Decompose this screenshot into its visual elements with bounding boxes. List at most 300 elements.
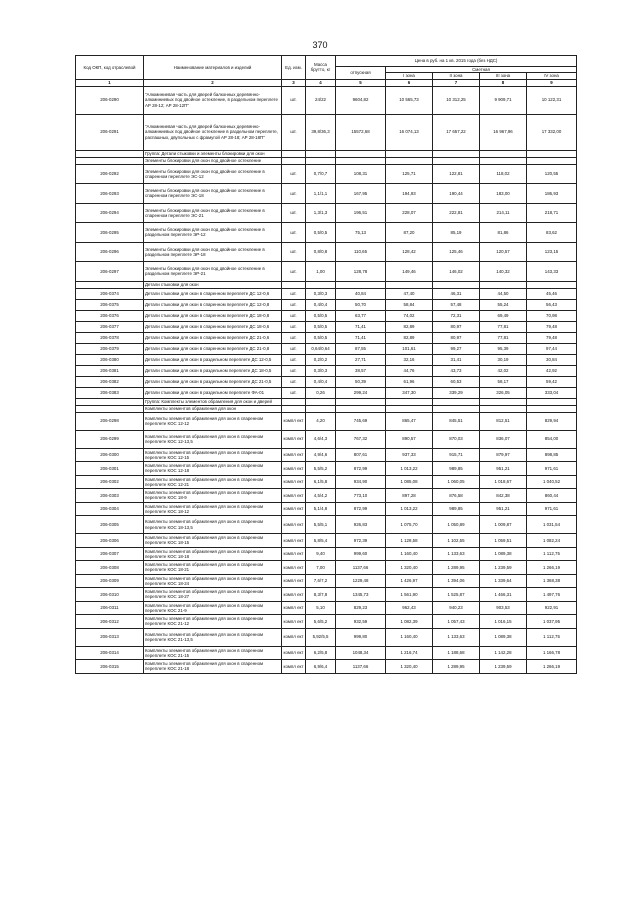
zone4-price: 1 497,76: [527, 588, 577, 602]
item-name: Элементы блокировки для окон под двойное остекление в спаренном переплете ЭС-12: [144, 164, 282, 184]
header-estimate-price: Сметная: [386, 67, 577, 73]
table-row: [76, 387, 577, 398]
zone4-price: 1 037,95: [527, 615, 577, 629]
item-name: Детали стыковки для окон в спаренном переплете ДС 21-0,8: [144, 343, 282, 354]
unit-cell: шт.: [282, 86, 306, 114]
zone2-price: 940,23: [433, 601, 480, 615]
mass-cell: 0,5/0,5: [306, 310, 336, 321]
code-cell: 206-0375: [76, 299, 144, 310]
unit-cell: компл ект: [282, 448, 306, 462]
table-row: [76, 164, 577, 184]
item-name: Элементы блокировки для окон под двойное остекление в раздельном переплете ЭР-12: [144, 223, 282, 243]
mass-cell: 5,8/5,4: [306, 534, 336, 548]
zone2-price: 72,31: [433, 310, 480, 321]
zone3-price: 812,51: [480, 412, 527, 430]
zone2-price: 915,71: [433, 448, 480, 462]
header-unit: Ед. изм.: [282, 56, 306, 80]
item-name: Детали стыковки для окон в спаренном переплете ДС 21-0,6: [144, 332, 282, 343]
column-number: 2: [144, 79, 282, 86]
zone2-price: 99,27: [433, 343, 480, 354]
table-row: [76, 430, 577, 448]
code-cell: 206-0378: [76, 332, 144, 343]
item-name: Комплекты элементов обрамления для окон в спаренном переплете КОС 12-18: [144, 462, 282, 476]
table-row: [76, 310, 577, 321]
zone4-price: 854,00: [527, 430, 577, 448]
group-title: Элементы блокировки для окон под двойное остекление: [144, 157, 282, 164]
zone3-price: 183,00: [480, 184, 527, 204]
zone3-price: 9 909,71: [480, 86, 527, 114]
code-cell: 206-0297: [76, 262, 144, 282]
item-name: Детали стыковки для окон в спаренном переплете ДС 12-0,6: [144, 288, 282, 299]
group-empty-cell: [386, 405, 433, 412]
zone4-price: 1 031,54: [527, 516, 577, 534]
table-row: [76, 86, 577, 114]
zone2-price: 1 060,05: [433, 475, 480, 489]
table-row: [76, 502, 577, 516]
group-empty-cell: [480, 398, 527, 405]
code-cell: 206-0381: [76, 365, 144, 376]
mass-cell: 4,9/4,6: [306, 448, 336, 462]
zone4-price: 922,91: [527, 601, 577, 615]
mass-cell: 4,6/4,3: [306, 430, 336, 448]
price-table: [75, 55, 577, 674]
column-number: 3: [282, 79, 306, 86]
zone3-price: 77,81: [480, 321, 527, 332]
code-cell: 206-0306: [76, 534, 144, 548]
item-name: Комплекты элементов обрамления для окон в спаренном переплете КОС 18-15: [144, 534, 282, 548]
mass-cell: 5,5/5,2: [306, 462, 336, 476]
item-name: Комплекты элементов обрамления для окон в спаренном переплете КОС 21-18: [144, 660, 282, 674]
zone3-price: 1 239,59: [480, 561, 527, 575]
table-row: [76, 561, 577, 575]
zone2-price: 122,81: [433, 164, 480, 184]
mass-cell: 6,2/5,8: [306, 646, 336, 660]
mass-cell: 0,3/0,3: [306, 288, 336, 299]
mass-cell: 9,40: [306, 547, 336, 561]
item-name: Комплекты элементов обрамления для окон в спаренном переплете КОС 18-27: [144, 588, 282, 602]
header-name: Наименование материалов и изделий: [144, 56, 282, 80]
release-price: 934,90: [336, 475, 386, 489]
mass-cell: 0,7/0,7: [306, 164, 336, 184]
table-row: [76, 184, 577, 204]
group-empty-cell: [480, 405, 527, 412]
zone3-price: 55,24: [480, 299, 527, 310]
table-row: [76, 547, 577, 561]
unit-cell: шт.: [282, 343, 306, 354]
group-empty-cell: [306, 398, 336, 405]
item-name: Комплекты элементов обрамления для окон в спаренном переплете КОС 18-18: [144, 547, 282, 561]
zone2-price: 10 312,25: [433, 86, 480, 114]
table-row: [76, 660, 577, 674]
release-price: 926,83: [336, 516, 386, 534]
unit-cell: шт.: [282, 321, 306, 332]
mass-cell: 5,92/5,5: [306, 628, 336, 646]
zone4-price: 97,44: [527, 343, 577, 354]
header-code: Код ОКП, код отраслевой: [76, 56, 144, 80]
table-row: [76, 332, 577, 343]
group-row: [76, 281, 577, 288]
group-empty-cell: [282, 405, 306, 412]
item-name: Комплекты элементов обрамления для окон в спаренном переплете КОС 12-13,5: [144, 430, 282, 448]
zone1-price: 149,46: [386, 262, 433, 282]
group-empty-cell: [433, 398, 480, 405]
zone4-price: 829,94: [527, 412, 577, 430]
group-empty-cell: [336, 281, 386, 288]
zone2-price: 1 394,06: [433, 574, 480, 588]
unit-cell: компл ект: [282, 588, 306, 602]
release-price: 745,69: [336, 412, 386, 430]
item-name: Детали стыковки для окон в спаренном переплете ДС 18-0,8: [144, 310, 282, 321]
zone3-price: 1 466,31: [480, 588, 527, 602]
zone1-price: 1 128,58: [386, 534, 433, 548]
zone4-price: 898,85: [527, 448, 577, 462]
zone3-price: 1 142,28: [480, 646, 527, 660]
table-row: [76, 615, 577, 629]
unit-cell: компл ект: [282, 646, 306, 660]
zone2-price: 1 057,43: [433, 615, 480, 629]
unit-cell: шт.: [282, 242, 306, 262]
group-empty-cell: [386, 281, 433, 288]
zone3-price: 1 018,67: [480, 475, 527, 489]
zone1-price: 1 426,97: [386, 574, 433, 588]
table-row: [76, 114, 577, 150]
group-empty-cell: [433, 157, 480, 164]
code-cell: 206-0309: [76, 574, 144, 588]
unit-cell: компл ект: [282, 660, 306, 674]
header-zone-1: I зона: [386, 73, 433, 79]
item-name: Комплекты элементов обрамления для окон в спаренном переплете КОС 12-12: [144, 412, 282, 430]
zone1-price: 1 075,70: [386, 516, 433, 534]
release-price: 773,10: [336, 489, 386, 503]
column-number: 6: [386, 79, 433, 86]
item-name: Комплекты элементов обрамления для окон в спаренном переплете КОС 18-24: [144, 574, 282, 588]
zone4-price: 59,42: [527, 376, 577, 387]
release-price: 932,59: [336, 615, 386, 629]
zone4-price: 42,92: [527, 365, 577, 376]
zone1-price: 1 085,08: [386, 475, 433, 489]
zone1-price: 32,16: [386, 354, 433, 365]
code-cell: 206-0301: [76, 462, 144, 476]
group-empty-cell: [480, 150, 527, 157]
table-row: [76, 365, 577, 376]
unit-cell: шт.: [282, 262, 306, 282]
code-cell: 206-0313: [76, 628, 144, 646]
unit-cell: компл ект: [282, 462, 306, 476]
mass-cell: 6,1/5,8: [306, 475, 336, 489]
code-cell: 206-0298: [76, 412, 144, 430]
zone4-price: 56,43: [527, 299, 577, 310]
code-cell: 206-0292: [76, 164, 144, 184]
zone4-price: 971,61: [527, 462, 577, 476]
item-name: Комплекты элементов обрамления для окон в спаренном переплете КОС 21-15: [144, 646, 282, 660]
zone1-price: 1 013,22: [386, 462, 433, 476]
group-row: [76, 405, 577, 412]
group-empty-cell: [433, 150, 480, 157]
mass-cell: 5,10: [306, 601, 336, 615]
group-empty-cell: [336, 150, 386, 157]
zone2-price: 60,53: [433, 376, 480, 387]
item-name: Комплекты элементов обрамления для окон в спаренном переплете КОС 18-9: [144, 489, 282, 503]
zone4-price: 17 332,00: [527, 114, 577, 150]
zone3-price: 16 967,96: [480, 114, 527, 150]
unit-cell: шт.: [282, 288, 306, 299]
zone1-price: 47,40: [386, 288, 433, 299]
price-table-body: [76, 86, 577, 673]
release-price: 71,41: [336, 332, 386, 343]
group-empty-cell: [282, 281, 306, 288]
mass-cell: 0,3/0,3: [306, 365, 336, 376]
release-price: 50,70: [336, 299, 386, 310]
table-row: [76, 412, 577, 430]
unit-cell: шт.: [282, 354, 306, 365]
zone1-price: 897,28: [386, 489, 433, 503]
zone3-price: 120,57: [480, 242, 527, 262]
release-price: 1229,48: [336, 574, 386, 588]
table-row: [76, 462, 577, 476]
group-title: Детали стыковки для окон: [144, 281, 282, 288]
item-name: Комплекты элементов обрамления для окон в спаренном переплете КОС 18-21: [144, 561, 282, 575]
zone2-price: 1 289,95: [433, 561, 480, 575]
release-price: 38,57: [336, 365, 386, 376]
unit-cell: шт.: [282, 387, 306, 398]
code-cell: 206-0382: [76, 376, 144, 387]
header-zone-3: III зона: [480, 73, 527, 79]
zone4-price: 1 112,75: [527, 547, 577, 561]
zone2-price: 31,41: [433, 354, 480, 365]
zone4-price: 1 040,52: [527, 475, 577, 489]
item-name: Комплекты элементов обрамления для окон в спаренном переплете КОС 12-15: [144, 448, 282, 462]
zone3-price: 42,02: [480, 365, 527, 376]
item-name: Детали стыковки для окон в спаренном переплете ДС 12-0,8: [144, 299, 282, 310]
unit-cell: шт.: [282, 114, 306, 150]
release-price: 50,39: [336, 376, 386, 387]
unit-cell: шт.: [282, 299, 306, 310]
group-code-cell: [76, 405, 144, 412]
zone3-price: 903,53: [480, 601, 527, 615]
unit-cell: шт.: [282, 310, 306, 321]
zone4-price: 1 112,75: [527, 628, 577, 646]
item-name: Комплекты элементов обрамления для окон в спаренном переплете КОС 18-12: [144, 502, 282, 516]
release-price: 829,23: [336, 601, 386, 615]
zone1-price: 1 013,22: [386, 502, 433, 516]
group-empty-cell: [386, 157, 433, 164]
group-empty-cell: [306, 405, 336, 412]
code-cell: 206-0299: [76, 430, 144, 448]
item-name: Элементы блокировки для окон под двойное остекление в спаренном переплете ЭС-21: [144, 203, 282, 223]
code-cell: 206-0290: [76, 86, 144, 114]
zone3-price: 77,81: [480, 332, 527, 343]
group-empty-cell: [527, 405, 577, 412]
zone1-price: 1 320,40: [386, 660, 433, 674]
mass-cell: 0,5/0,5: [306, 223, 336, 243]
code-cell: 206-0291: [76, 114, 144, 150]
release-price: 807,61: [336, 448, 386, 462]
item-name: Детали стыковки для окон в раздельном переплете ДС 18-0,5: [144, 365, 282, 376]
unit-cell: компл ект: [282, 489, 306, 503]
unit-cell: шт.: [282, 376, 306, 387]
item-name: "Алюминиевая часть для дверей балконных деревянно-алюминиевых под двойное остекление в раздельном переплете, распашных, двупольных с фрамугой АР 28-18; АР 28-18П": [144, 114, 282, 150]
zone2-price: 1 289,95: [433, 660, 480, 674]
code-cell: 206-0383: [76, 387, 144, 398]
release-price: 1137,66: [336, 660, 386, 674]
group-empty-cell: [306, 157, 336, 164]
zone4-price: 83,62: [527, 223, 577, 243]
mass-cell: 5,6/5,2: [306, 615, 336, 629]
column-number: 9: [527, 79, 577, 86]
group-code-cell: [76, 398, 144, 405]
code-cell: 206-0308: [76, 561, 144, 575]
zone1-price: 44,76: [386, 365, 433, 376]
group-empty-cell: [527, 157, 577, 164]
item-name: Детали стыковки для окон в раздельном переплете ДС 12-0,5: [144, 354, 282, 365]
release-price: 1048,34: [336, 646, 386, 660]
mass-cell: 0,64/0,64: [306, 343, 336, 354]
zone3-price: 951,21: [480, 502, 527, 516]
group-empty-cell: [527, 150, 577, 157]
zone1-price: 74,02: [386, 310, 433, 321]
zone1-price: 1 082,39: [386, 615, 433, 629]
unit-cell: компл ект: [282, 412, 306, 430]
zone2-price: 1 525,87: [433, 588, 480, 602]
zone3-price: 69,49: [480, 310, 527, 321]
zone2-price: 1 133,63: [433, 628, 480, 646]
release-price: 299,24: [336, 387, 386, 398]
zone4-price: 860,44: [527, 489, 577, 503]
table-row: [76, 288, 577, 299]
item-name: "Алюминиевая часть для дверей балконных деревянно-алюминиевых под двойное остекление, в раздельном переплете АР 28-12; АР 28-12П": [144, 86, 282, 114]
zone3-price: 1 059,51: [480, 534, 527, 548]
mass-cell: 7,6/7,2: [306, 574, 336, 588]
group-row: [76, 398, 577, 405]
code-cell: 206-0311: [76, 601, 144, 615]
column-number: 8: [480, 79, 527, 86]
code-cell: 206-0295: [76, 223, 144, 243]
code-cell: 206-0374: [76, 288, 144, 299]
group-empty-cell: [386, 398, 433, 405]
unit-cell: компл ект: [282, 574, 306, 588]
column-number: 7: [433, 79, 480, 86]
zone2-price: 876,58: [433, 489, 480, 503]
table-row: [76, 242, 577, 262]
zone4-price: 143,33: [527, 262, 577, 282]
table-row: [76, 475, 577, 489]
table-row: [76, 601, 577, 615]
zone3-price: 1 239,59: [480, 660, 527, 674]
page-number: 370: [312, 40, 328, 50]
zone4-price: 333,04: [527, 387, 577, 398]
zone3-price: 214,11: [480, 203, 527, 223]
zone2-price: 125,46: [433, 242, 480, 262]
unit-cell: шт.: [282, 332, 306, 343]
zone1-price: 82,89: [386, 321, 433, 332]
code-cell: 206-0380: [76, 354, 144, 365]
zone1-price: 10 565,73: [386, 86, 433, 114]
column-number: 4: [306, 79, 336, 86]
zone3-price: 951,21: [480, 462, 527, 476]
mass-cell: 24/22: [306, 86, 336, 114]
zone4-price: 186,93: [527, 184, 577, 204]
mass-cell: 7,00: [306, 561, 336, 575]
group-empty-cell: [480, 157, 527, 164]
mass-cell: 0,8/0,8: [306, 242, 336, 262]
zone1-price: 1 160,40: [386, 628, 433, 646]
zone1-price: 101,61: [386, 343, 433, 354]
zone3-price: 81,86: [480, 223, 527, 243]
zone4-price: 120,55: [527, 164, 577, 184]
group-empty-cell: [480, 281, 527, 288]
unit-cell: компл ект: [282, 502, 306, 516]
release-price: 1345,73: [336, 588, 386, 602]
zone1-price: 82,89: [386, 332, 433, 343]
zone2-price: 46,31: [433, 288, 480, 299]
mass-cell: 4,5/4,2: [306, 489, 336, 503]
zone3-price: 326,05: [480, 387, 527, 398]
group-empty-cell: [336, 398, 386, 405]
release-price: 9604,82: [336, 86, 386, 114]
table-row: [76, 628, 577, 646]
code-cell: 206-0302: [76, 475, 144, 489]
group-empty-cell: [282, 157, 306, 164]
zone3-price: 879,97: [480, 448, 527, 462]
table-row: [76, 574, 577, 588]
release-price: 71,41: [336, 321, 386, 332]
table-row: [76, 646, 577, 660]
group-empty-cell: [386, 150, 433, 157]
mass-cell: 1,3/1,3: [306, 203, 336, 223]
unit-cell: шт.: [282, 365, 306, 376]
item-name: Комплекты элементов обрамления для окон в спаренном переплете КОС 12-21: [144, 475, 282, 489]
zone4-price: 30,84: [527, 354, 577, 365]
zone3-price: 44,50: [480, 288, 527, 299]
zone1-price: 16 074,13: [386, 114, 433, 150]
zone2-price: 222,81: [433, 203, 480, 223]
zone1-price: 228,07: [386, 203, 433, 223]
zone2-price: 339,29: [433, 387, 480, 398]
zone1-price: 937,33: [386, 448, 433, 462]
item-name: Детали стыковки для окон в спаренном переплете ДС 18-0,6: [144, 321, 282, 332]
unit-cell: компл ект: [282, 475, 306, 489]
header-release-price: отпускная: [336, 67, 386, 80]
mass-cell: 0,2/0,2: [306, 354, 336, 365]
header-zone-2: II зона: [433, 73, 480, 79]
zone3-price: 30,19: [480, 354, 527, 365]
item-name: Комплекты элементов обрамления для окон в спаренном переплете КОС 21-9: [144, 601, 282, 615]
group-empty-cell: [527, 398, 577, 405]
mass-cell: 1,1/1,1: [306, 184, 336, 204]
zone4-price: 971,61: [527, 502, 577, 516]
code-cell: 206-0300: [76, 448, 144, 462]
zone4-price: 123,15: [527, 242, 577, 262]
group-code-cell: [76, 150, 144, 157]
zone2-price: 43,73: [433, 365, 480, 376]
code-cell: 206-0314: [76, 646, 144, 660]
code-cell: 206-0312: [76, 615, 144, 629]
table-row: [76, 203, 577, 223]
zone1-price: 347,30: [386, 387, 433, 398]
zone3-price: 140,32: [480, 262, 527, 282]
zone1-price: 1 216,74: [386, 646, 433, 660]
item-name: Элементы блокировки для окон под двойное остекление в раздельном переплете ЭР-21: [144, 262, 282, 282]
table-row: [76, 262, 577, 282]
zone1-price: 128,42: [386, 242, 433, 262]
zone3-price: 1 339,64: [480, 574, 527, 588]
release-price: 1137,66: [336, 561, 386, 575]
mass-cell: 0,26: [306, 387, 336, 398]
zone4-price: 1 266,19: [527, 660, 577, 674]
release-price: 999,80: [336, 628, 386, 646]
release-price: 872,99: [336, 462, 386, 476]
zone3-price: 95,39: [480, 343, 527, 354]
